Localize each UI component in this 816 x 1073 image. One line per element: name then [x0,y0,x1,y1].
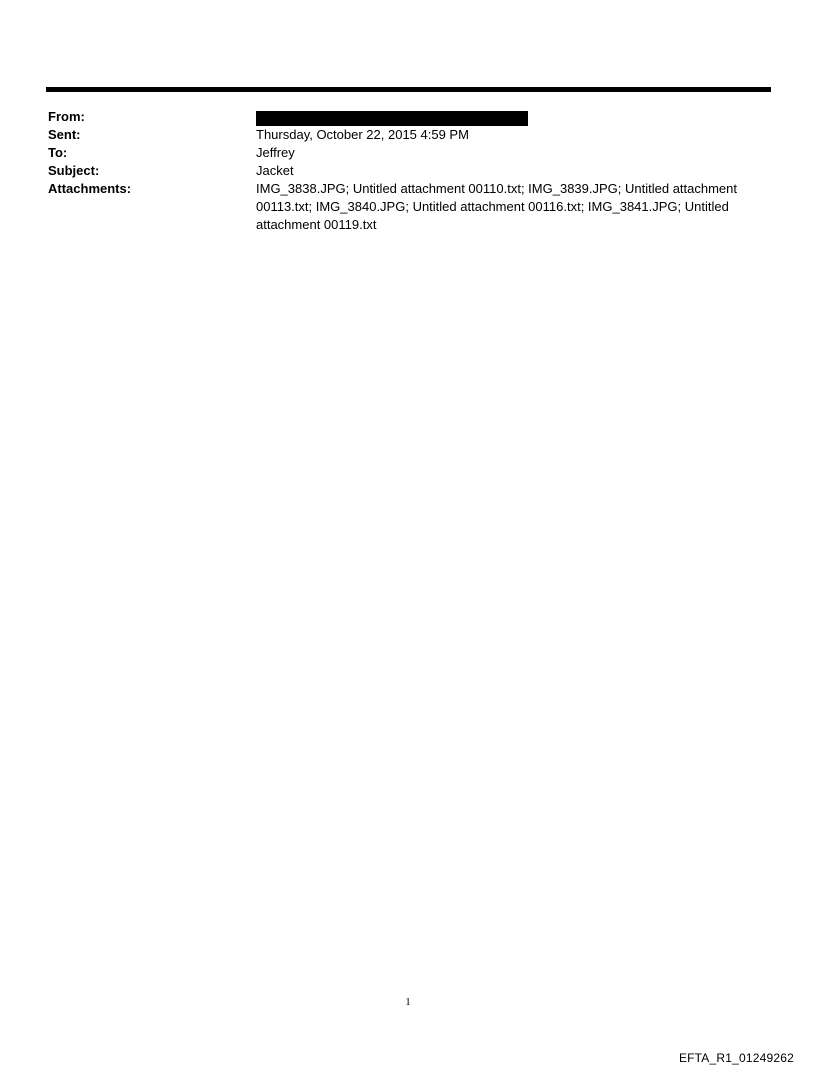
header-divider-rule [46,87,771,92]
bates-number: EFTA_R1_01249262 [678,1051,794,1065]
subject-value: Jacket [256,163,294,178]
redaction-box [256,111,528,126]
sent-row [48,126,748,144]
from-label: From: [48,109,85,124]
subject-row [48,162,748,180]
attachments-value: IMG_3838.JPG; Untitled attachment 00110.txt; IMG_3839.JPG; Untitled attachment 00113.txt; IMG_3840.JPG; Untitled attachment 00116.txt; IMG_3841.JPG; Untitled attachment 00119.txt [256,181,738,232]
email-header [48,108,748,234]
page-number: 1 [405,996,411,1008]
to-row [48,144,748,162]
from-row [48,108,748,126]
subject-label: Subject: [48,163,100,178]
attachments-label: Attachments: [48,181,132,196]
to-label: To: [48,145,68,160]
from-value [256,108,746,126]
to-value: Jeffrey [256,145,295,160]
sent-label: Sent: [48,127,81,142]
sent-value: Thursday, October 22, 2015 4:59 PM [256,127,469,142]
attachments-row [48,180,748,234]
